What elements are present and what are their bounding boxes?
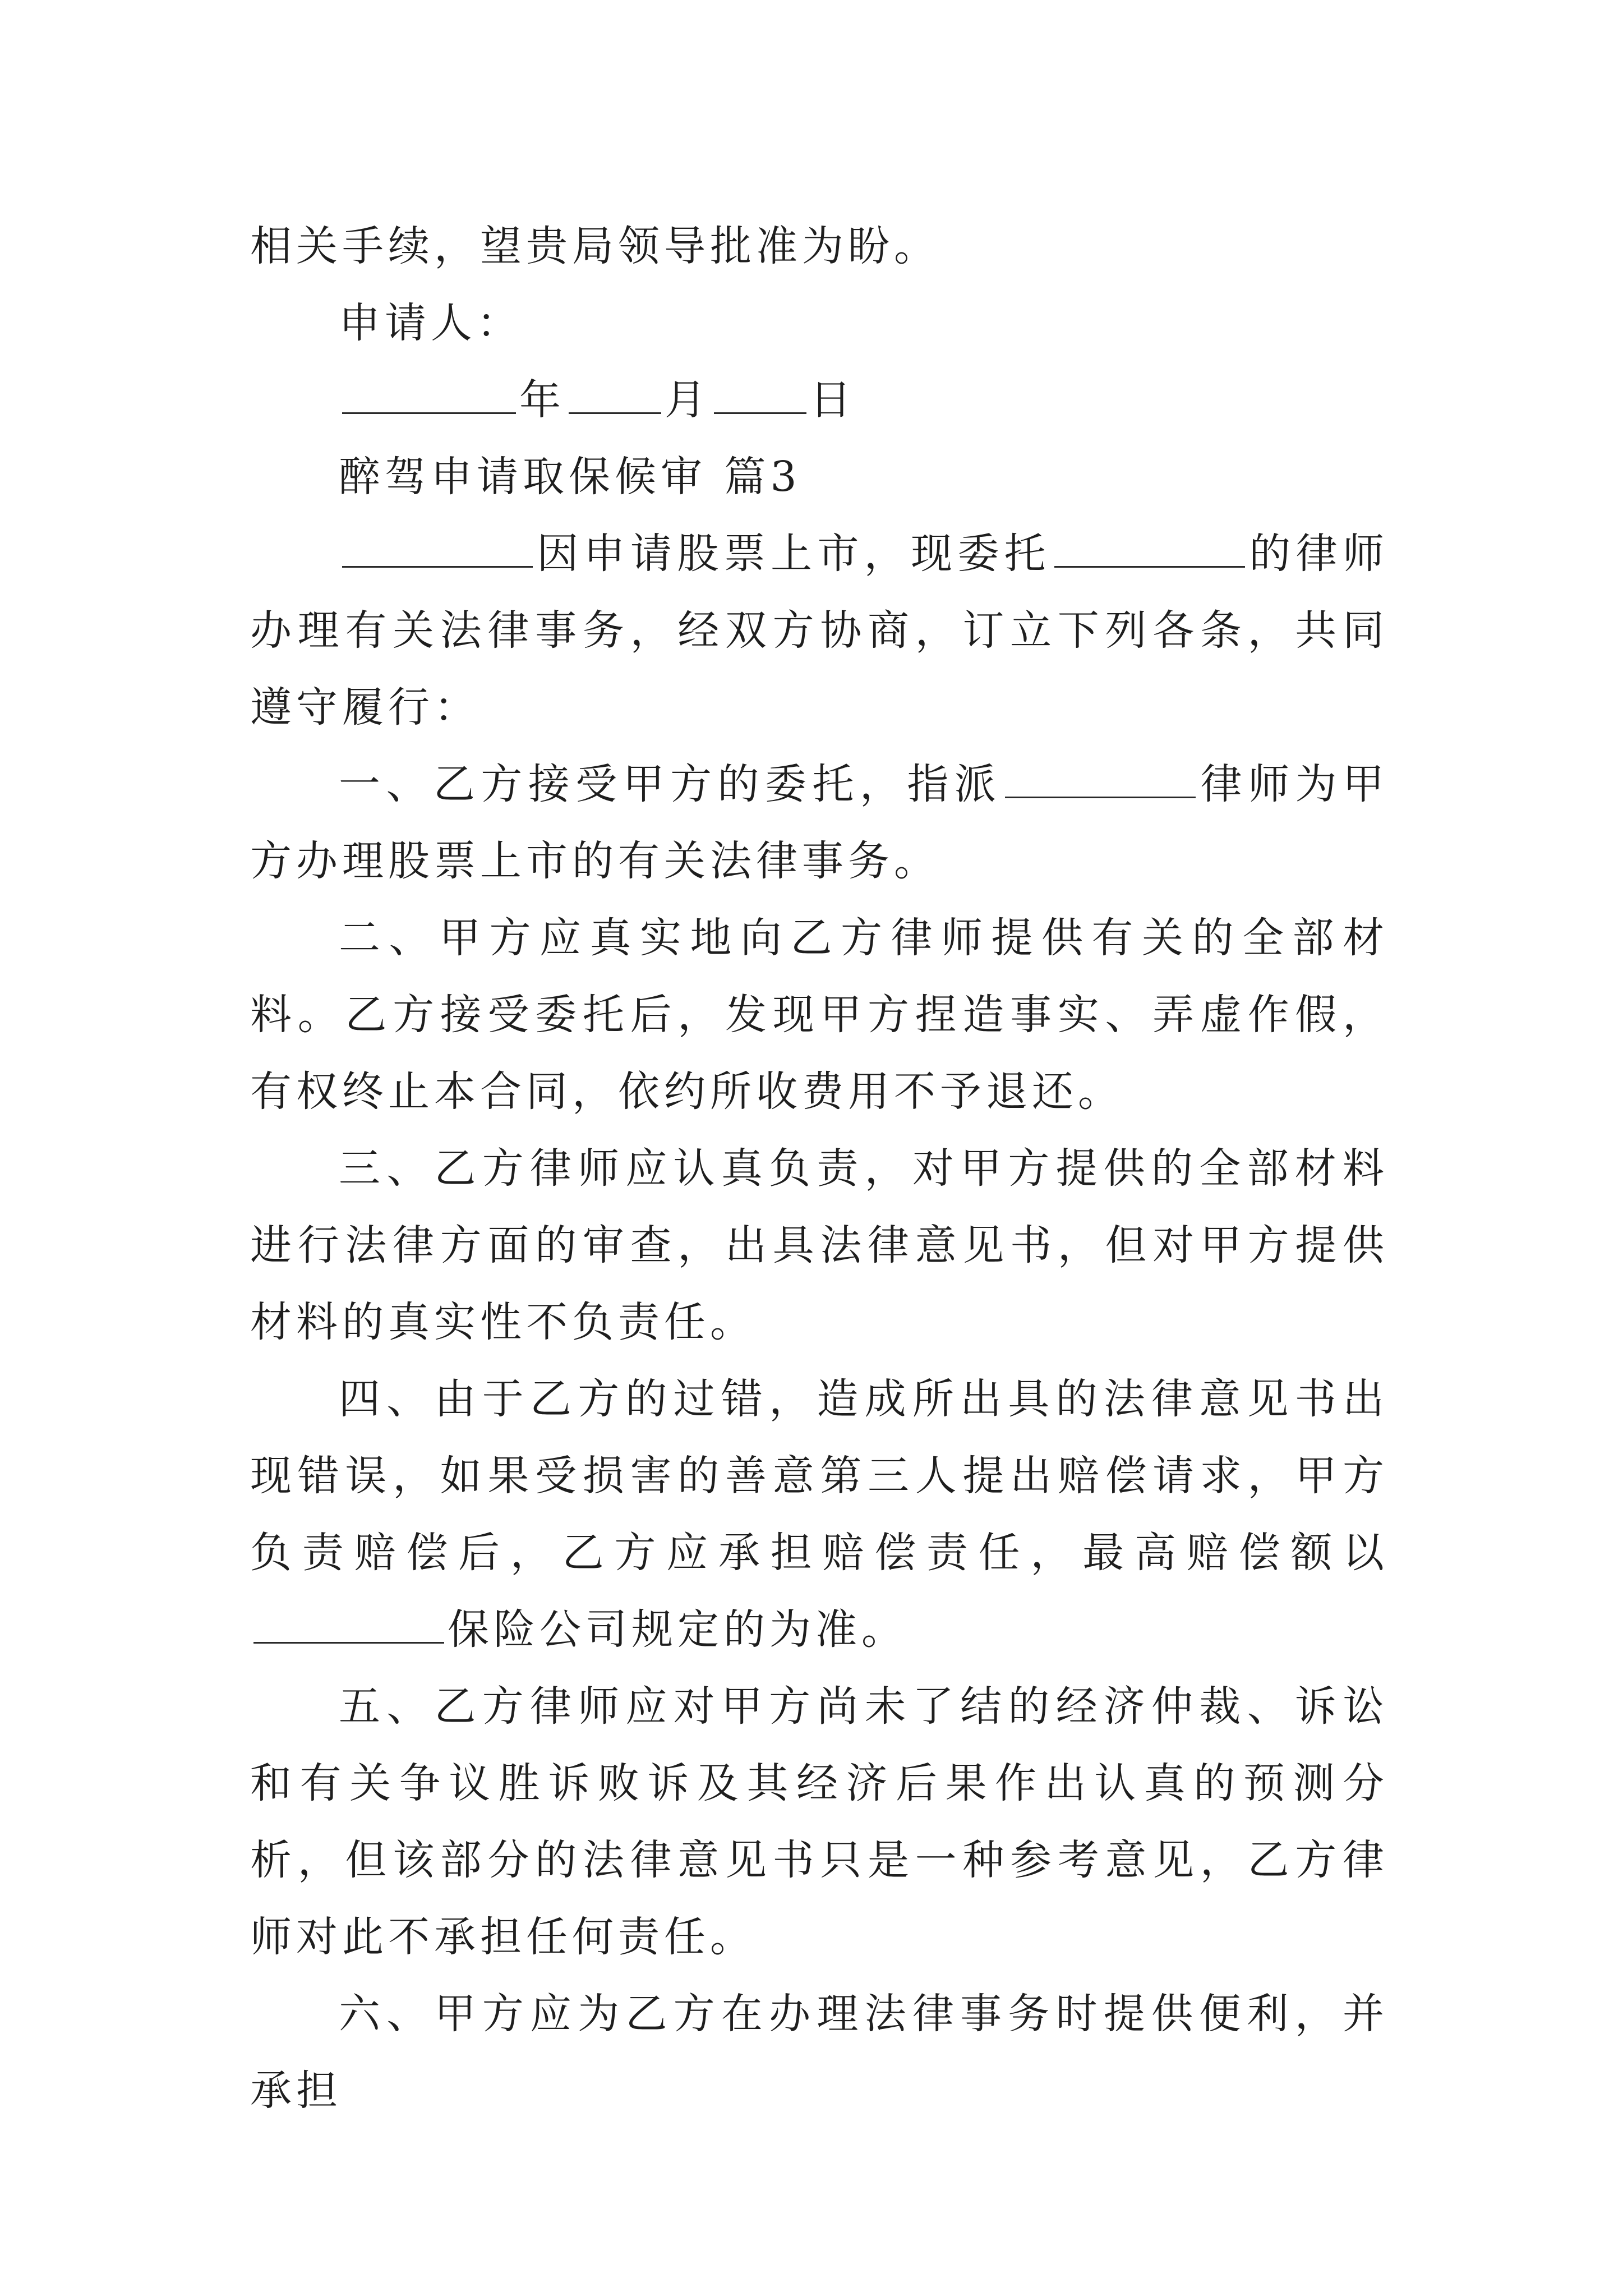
- clause-4: 四、由于乙方的过错，造成所出具的法律意见书出现错误，如果受损害的善意第三人提出赔偿请求，甲方负责赔偿后，乙方应承担赔偿责任，最高赔偿额以保险公司规定的为准。: [250, 1375, 1389, 1654]
- clause-3: 三、乙方律师应认真负责，对甲方提供的全部材料进行法律方面的审查，出具法律意见书，但对甲方提供材料的真实性不负责任。: [250, 1144, 1389, 1346]
- date-line: [250, 362, 1389, 439]
- month-label: 月: [665, 376, 711, 424]
- law-firm-blank: [1054, 532, 1245, 568]
- paragraph-entrustment: 因申请股票上市，现委托 的律师办理有关法律事务，经双方协商，订立下列各条，共同遵守履行：: [250, 530, 1389, 731]
- client-name-blank: [342, 532, 533, 568]
- insurance-company-blank: [253, 1608, 444, 1644]
- clause-1: 一、乙方接受甲方的委托，指派 律师为甲方办理股票上市的有关法律事务。: [250, 760, 1389, 885]
- clause-5: 五、乙方律师应对甲方尚未了结的经济仲裁、诉讼和有关争议胜诉败诉及其经济后果作出认真的预测分析，但该部分的法律意见书只是一种参考意见，乙方律师对此不承担任何责任。: [250, 1682, 1389, 1961]
- paragraph-closing-request: 相关手续，望贵局领导批准为盼。: [250, 222, 940, 270]
- clause-6: 六、甲方应为乙方在办理法律事务时提供便利，并承担: [250, 1990, 1389, 2115]
- day-blank: [714, 379, 806, 414]
- section-heading: 醉驾申请取保候审 篇3: [339, 453, 801, 501]
- day-label: 日: [810, 376, 856, 424]
- year-label: 年: [519, 376, 565, 424]
- lawyer-name-blank: [1005, 763, 1196, 798]
- clause-2: 二、甲方应真实地向乙方律师提供有关的全部材料。乙方接受委托后，发现甲方捏造事实、弄虚作假，有权终止本合同，依约所收费用不予退还。: [250, 914, 1389, 1116]
- applicant-line: 申请人：: [339, 299, 523, 347]
- month-blank: [569, 379, 661, 414]
- document-body: [250, 208, 1389, 2129]
- year-blank: [342, 379, 516, 414]
